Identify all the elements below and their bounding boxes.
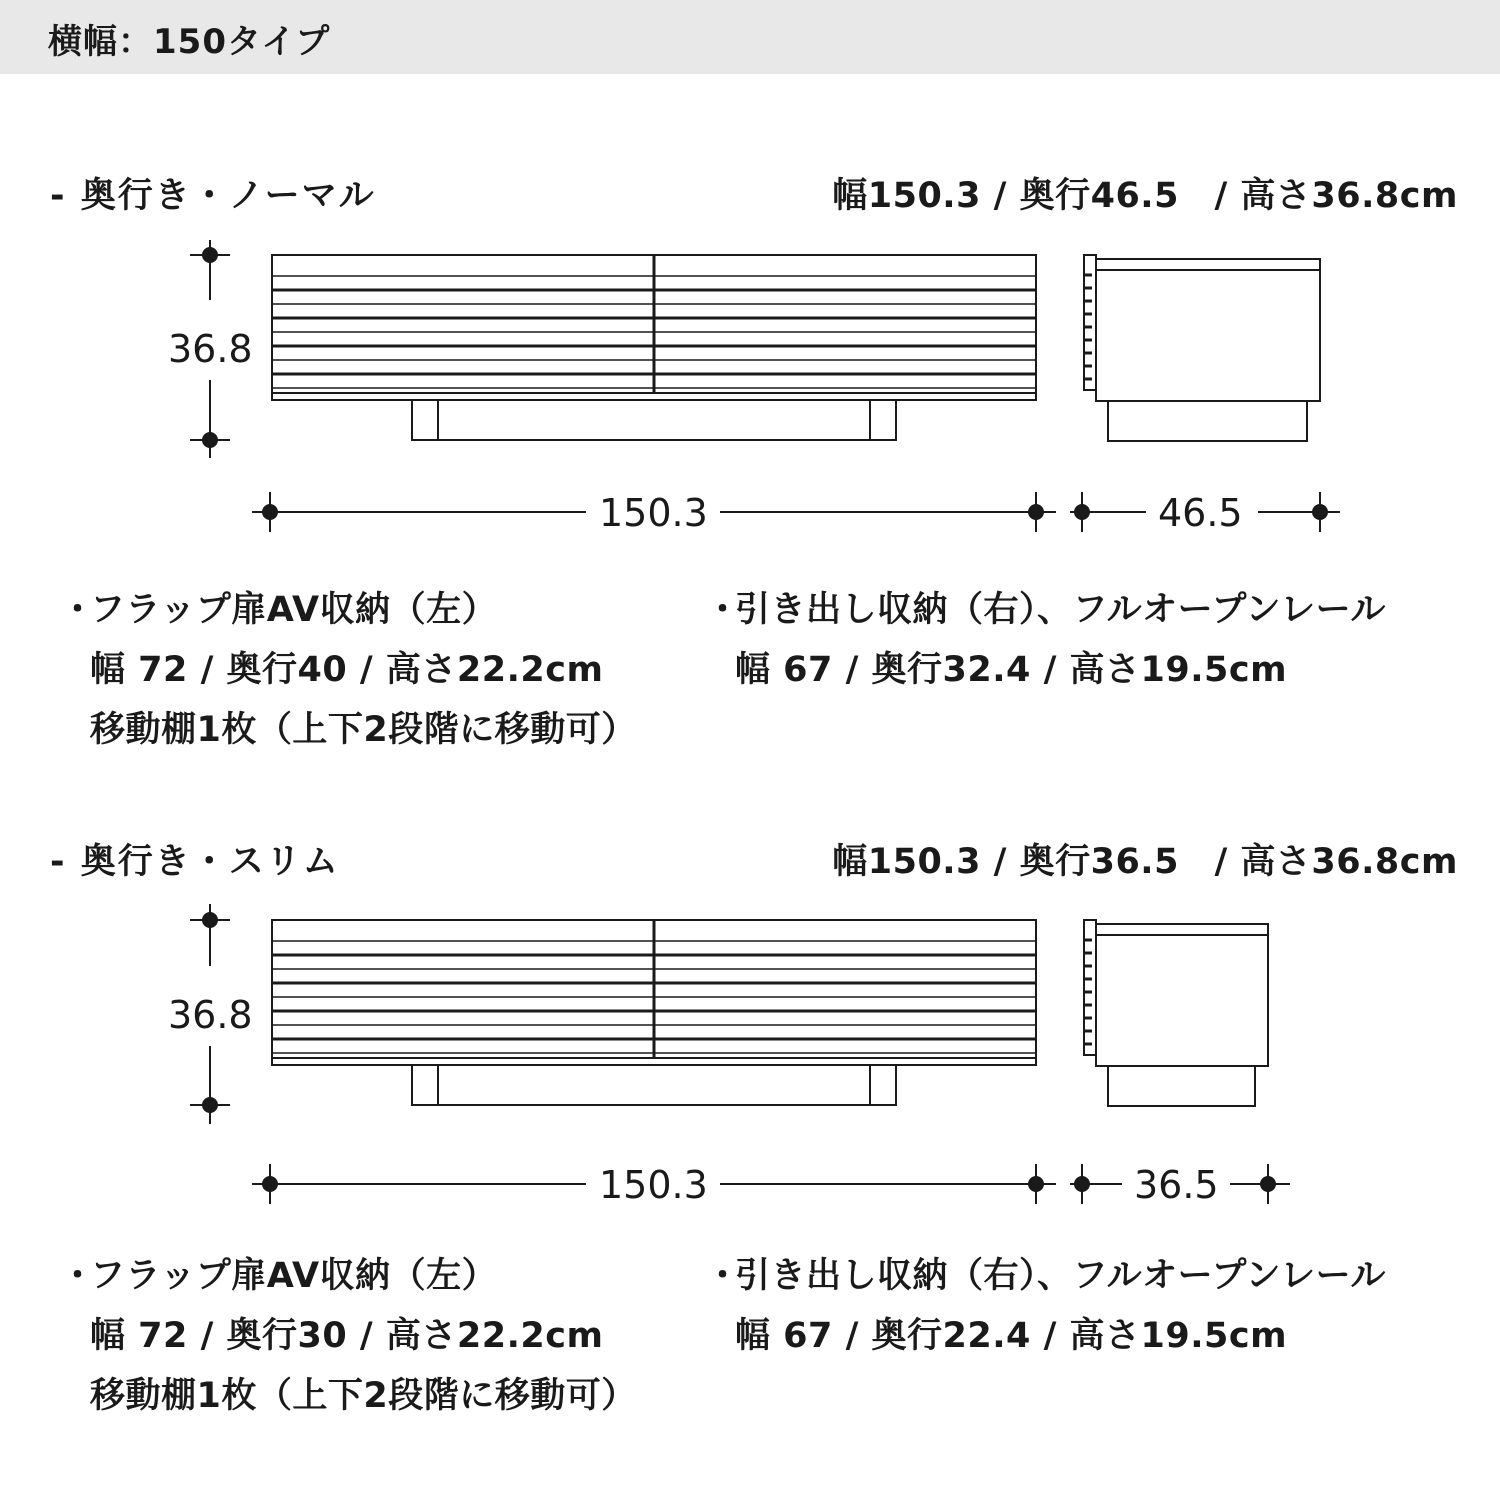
section-title: - 奥行き・スリム [50,842,340,882]
section-overall-dimensions: 幅150.3 / 奥行46.5 / 高さ36.8cm [832,176,1458,216]
dimension-drawing [0,230,1500,550]
section-overall-dimensions: 幅150.3 / 奥行36.5 / 高さ36.8cm [832,842,1458,882]
side-plinth [1108,1066,1255,1106]
section-slim-depth [0,826,1500,1476]
spec-note: 移動棚1枚（上下2段階に移動可） [90,1376,637,1416]
front-view [272,255,1036,440]
side-body [1096,259,1320,401]
bullet: ・ [705,1256,741,1296]
front-view [272,920,1036,1105]
spec-dimensions: 幅 67 / 奥行22.4 / 高さ19.5cm [735,1316,1288,1356]
right-storage-spec [705,1246,1386,1366]
left-storage-spec [60,580,637,760]
depth-label: 46.5 [1158,491,1243,535]
height-label: 36.8 [168,993,253,1037]
side-body [1096,924,1268,1066]
bullet: ・ [60,590,96,630]
height-label: 36.8 [168,327,253,371]
section-title: - 奥行き・ノーマル [50,176,376,216]
spec-dimensions: 幅 72 / 奥行30 / 高さ22.2cm [90,1316,604,1356]
spec-heading: フラップ扉AV収納（左） [90,590,498,630]
side-view [1084,255,1320,441]
header-bar [0,0,1500,74]
width-label: 150.3 [599,1163,708,1207]
side-plinth [1108,401,1307,441]
spec-heading: 引き出し収納（右）、フルオープンレール [735,590,1386,630]
depth-label: 36.5 [1134,1163,1219,1207]
spec-heading: フラップ扉AV収納（左） [90,1256,498,1296]
spec-heading: 引き出し収納（右）、フルオープンレール [735,1256,1386,1296]
section-normal-depth [0,160,1500,810]
left-storage-spec [60,1246,637,1426]
side-view [1084,920,1268,1106]
spec-dimensions: 幅 67 / 奥行32.4 / 高さ19.5cm [735,650,1288,690]
dimension-drawing [0,896,1500,1216]
right-storage-spec [705,580,1386,700]
base-plinth [412,1065,896,1105]
page-title: 横幅：150タイプ [48,22,331,62]
bullet: ・ [60,1256,96,1296]
spec-dimensions: 幅 72 / 奥行40 / 高さ22.2cm [90,650,604,690]
base-plinth [412,400,896,440]
width-label: 150.3 [599,491,708,535]
bullet: ・ [705,590,741,630]
spec-note: 移動棚1枚（上下2段階に移動可） [90,710,637,750]
